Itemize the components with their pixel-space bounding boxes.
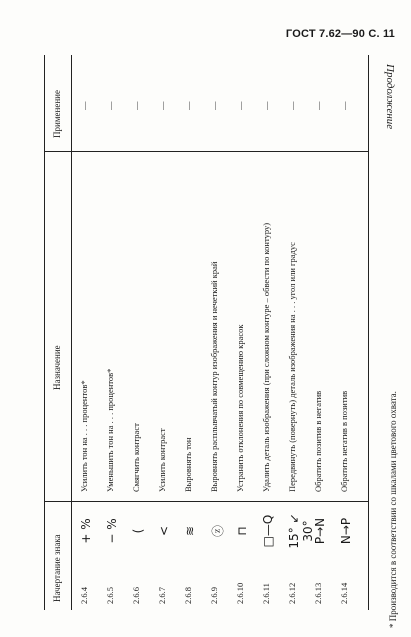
cell-name: Усилить тон на . . . процентов* xyxy=(79,380,89,492)
cell-name: Обратить позитив в негатив xyxy=(313,390,323,492)
col-note-header: Применение xyxy=(52,90,62,138)
cell-sign: ≋ xyxy=(183,525,197,537)
cell-name: Удалить деталь изображения (при сложном контуре – обвести по контуру) xyxy=(261,222,271,492)
cell-name: Усилить контраст xyxy=(157,428,167,492)
marks-table xyxy=(44,55,369,610)
cell-name: Выровнять расплывчатый контур изображения и нечеткий край xyxy=(209,261,219,492)
cell-num: 2.6.7 xyxy=(157,587,167,604)
col-name-header: Назначение xyxy=(52,345,62,390)
continuation-label: Продолжение xyxy=(384,64,396,130)
cell-num: 2.6.5 xyxy=(105,587,115,604)
cell-num: 2.6.10 xyxy=(235,582,245,604)
cell-num: 2.6.12 xyxy=(287,582,297,604)
cell-sign: − % xyxy=(105,518,119,544)
cell-note: — xyxy=(131,101,141,110)
cell-num: 2.6.11 xyxy=(261,583,271,604)
cell-note: — xyxy=(79,101,89,110)
cell-name: Обратить негатив в позитив xyxy=(339,390,349,492)
cell-num: 2.6.8 xyxy=(183,587,193,604)
page-header: ГОСТ 7.62—90 С. 11 xyxy=(285,28,395,40)
footnote: * Производится в соответствии со шкалами цветового охвата. xyxy=(388,391,398,628)
cell-name: Уменьшить тон на . . . процентов* xyxy=(105,368,115,492)
table-header xyxy=(45,55,72,610)
cell-note: — xyxy=(235,101,245,110)
cell-sign: ⊓ xyxy=(235,526,249,536)
cell-sign: < xyxy=(157,525,171,537)
cell-note: — xyxy=(157,101,167,110)
cell-note: — xyxy=(209,101,219,110)
cell-note: — xyxy=(313,101,323,110)
cell-sign: 15° ↙ 30° xyxy=(287,513,315,549)
cell-num: 2.6.6 xyxy=(131,587,141,604)
col-divider xyxy=(45,151,368,152)
cell-num: 2.6.4 xyxy=(79,587,89,604)
cell-note: — xyxy=(261,101,271,110)
cell-num: 2.6.14 xyxy=(339,582,349,604)
cell-sign: N→P xyxy=(339,517,353,545)
cell-name: Выровнять тон xyxy=(183,437,193,492)
cell-name: Устранить отклонения по совмещению красок xyxy=(235,324,245,492)
cell-note: — xyxy=(287,101,297,110)
col-divider xyxy=(45,501,368,502)
cell-num: 2.6.13 xyxy=(313,582,323,604)
cell-note: — xyxy=(105,101,115,110)
cell-sign: P→N xyxy=(313,517,327,545)
cell-note: — xyxy=(339,101,349,110)
cell-num: 2.6.9 xyxy=(209,587,219,604)
cell-note: — xyxy=(183,101,193,110)
cell-sign: + % xyxy=(79,518,93,544)
cell-name: Передвинуть (повернуть) деталь изображения на . . . угол или градус xyxy=(287,242,297,492)
col-sign-header: Начертание знака xyxy=(52,534,62,602)
cell-sign: ( xyxy=(131,528,145,534)
cell-name: Смягчить контраст xyxy=(131,423,141,492)
cell-sign: ⓩ xyxy=(211,525,225,538)
cell-sign: □—Q xyxy=(261,514,275,548)
